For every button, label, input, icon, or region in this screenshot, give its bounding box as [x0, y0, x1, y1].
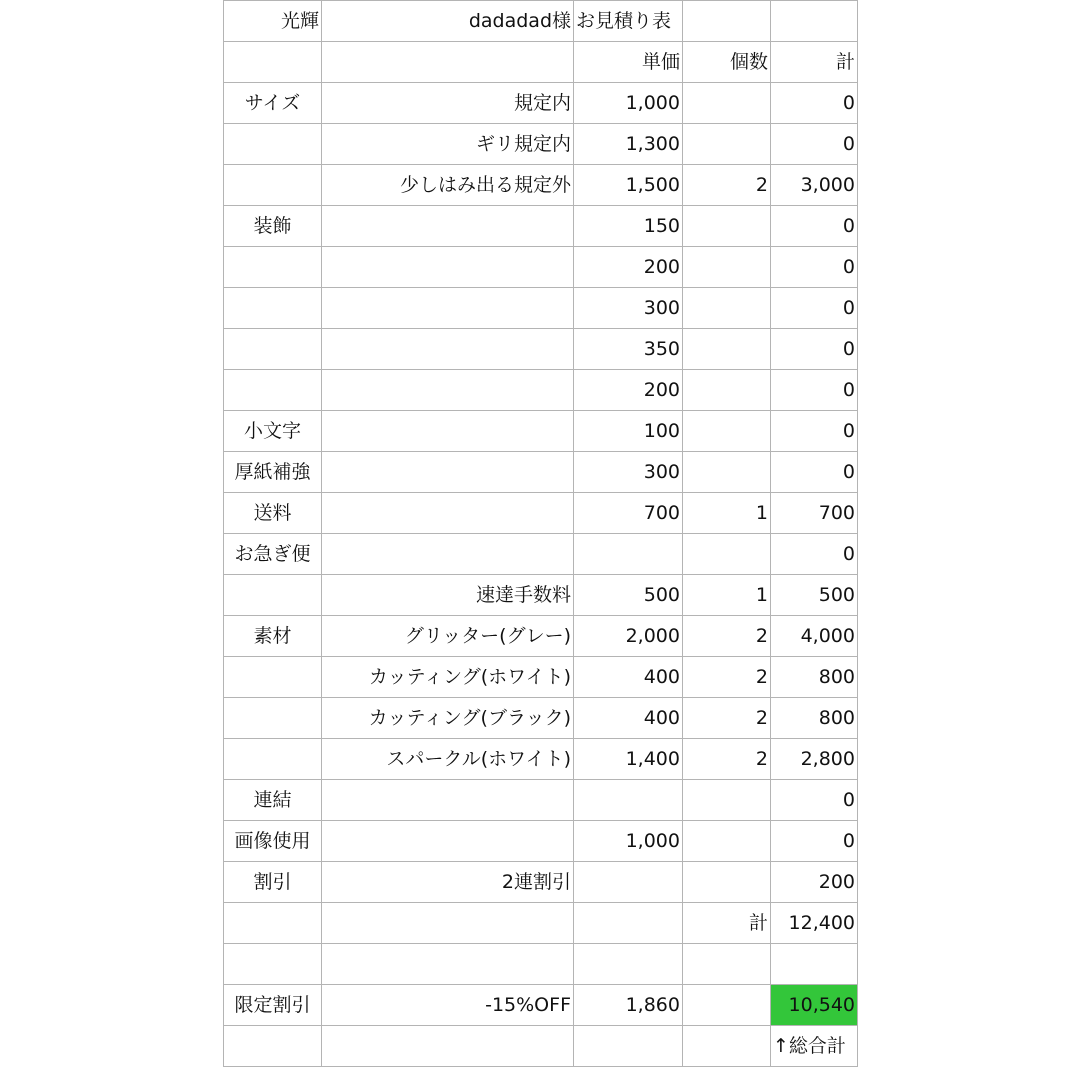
- unit-price-cell[interactable]: 単価: [574, 42, 683, 83]
- sheet-row: [224, 862, 858, 903]
- line-total-cell[interactable]: 0: [771, 288, 858, 329]
- line-total-cell[interactable]: 計: [771, 42, 858, 83]
- sheet-row: [224, 83, 858, 124]
- category-cell[interactable]: 限定割引: [224, 984, 322, 1025]
- sheet-row: [224, 370, 858, 411]
- item-name-cell[interactable]: ギリ規定内: [322, 124, 574, 165]
- quantity-cell[interactable]: 2: [683, 165, 771, 206]
- line-total-cell[interactable]: 0: [771, 821, 858, 862]
- quantity-cell[interactable]: 2: [683, 616, 771, 657]
- estimate-sheet: [223, 0, 858, 1067]
- category-cell[interactable]: 光輝: [224, 1, 322, 42]
- quantity-cell[interactable]: [683, 288, 771, 329]
- quantity-cell[interactable]: [683, 984, 771, 1025]
- unit-price-cell[interactable]: 1,860: [574, 984, 683, 1025]
- quantity-cell[interactable]: [683, 452, 771, 493]
- item-name-cell[interactable]: [322, 329, 574, 370]
- line-total-cell[interactable]: 800: [771, 698, 858, 739]
- quantity-cell[interactable]: 1: [683, 493, 771, 534]
- category-cell[interactable]: [224, 698, 322, 739]
- category-cell[interactable]: お急ぎ便: [224, 534, 322, 575]
- unit-price-cell[interactable]: 1,000: [574, 821, 683, 862]
- quantity-cell[interactable]: [683, 534, 771, 575]
- sheet-row: [224, 206, 858, 247]
- quantity-cell[interactable]: [683, 83, 771, 124]
- category-cell[interactable]: [224, 739, 322, 780]
- category-cell[interactable]: [224, 124, 322, 165]
- item-name-cell[interactable]: [322, 288, 574, 329]
- unit-price-cell[interactable]: 2,000: [574, 616, 683, 657]
- sheet-row: [224, 1, 858, 42]
- line-total-cell[interactable]: 0: [771, 206, 858, 247]
- sheet-row: [224, 1025, 858, 1066]
- category-cell[interactable]: サイズ: [224, 83, 322, 124]
- unit-price-cell[interactable]: 100: [574, 411, 683, 452]
- category-cell[interactable]: [224, 370, 322, 411]
- line-total-cell[interactable]: 0: [771, 329, 858, 370]
- quantity-cell[interactable]: [683, 370, 771, 411]
- item-name-cell[interactable]: [322, 493, 574, 534]
- quantity-cell[interactable]: [683, 124, 771, 165]
- sheet-row: [224, 821, 858, 862]
- sheet-row: [224, 616, 858, 657]
- category-cell[interactable]: [224, 1025, 322, 1066]
- line-total-cell[interactable]: 2,800: [771, 739, 858, 780]
- sheet-row: [224, 739, 858, 780]
- line-total-cell[interactable]: 4,000: [771, 616, 858, 657]
- category-cell[interactable]: [224, 944, 322, 985]
- unit-price-cell[interactable]: 150: [574, 206, 683, 247]
- sheet-row: [224, 247, 858, 288]
- item-name-cell[interactable]: -15%OFF: [322, 984, 574, 1025]
- category-cell[interactable]: [224, 657, 322, 698]
- item-name-cell[interactable]: 2連割引: [322, 862, 574, 903]
- unit-price-cell[interactable]: [574, 1025, 683, 1066]
- sheet-row: [224, 493, 858, 534]
- unit-price-cell[interactable]: 350: [574, 329, 683, 370]
- item-name-cell[interactable]: [322, 206, 574, 247]
- line-total-cell[interactable]: 0: [771, 411, 858, 452]
- category-cell[interactable]: 小文字: [224, 411, 322, 452]
- category-cell[interactable]: 画像使用: [224, 821, 322, 862]
- item-name-cell[interactable]: グリッター(グレー): [322, 616, 574, 657]
- item-name-cell[interactable]: [322, 534, 574, 575]
- category-cell[interactable]: [224, 247, 322, 288]
- quantity-cell[interactable]: 計: [683, 903, 771, 944]
- quantity-cell[interactable]: [683, 1, 771, 42]
- category-cell[interactable]: 送料: [224, 493, 322, 534]
- quantity-cell[interactable]: [683, 206, 771, 247]
- quantity-cell[interactable]: [683, 780, 771, 821]
- item-name-cell[interactable]: [322, 411, 574, 452]
- line-total-cell[interactable]: [771, 1, 858, 42]
- item-name-cell[interactable]: dadadad様: [322, 1, 574, 42]
- item-name-cell[interactable]: [322, 821, 574, 862]
- line-total-cell[interactable]: 0: [771, 83, 858, 124]
- item-name-cell[interactable]: [322, 944, 574, 985]
- sheet-row: [224, 780, 858, 821]
- sheet-row: [224, 329, 858, 370]
- item-name-cell[interactable]: 規定内: [322, 83, 574, 124]
- line-total-cell[interactable]: 0: [771, 780, 858, 821]
- line-total-cell[interactable]: ↑総合計: [771, 1025, 858, 1066]
- quantity-cell[interactable]: [683, 1025, 771, 1066]
- item-name-cell[interactable]: [322, 452, 574, 493]
- line-total-cell[interactable]: 3,000: [771, 165, 858, 206]
- unit-price-cell[interactable]: お見積り表: [574, 1, 683, 42]
- category-cell[interactable]: [224, 288, 322, 329]
- unit-price-cell[interactable]: 500: [574, 575, 683, 616]
- sheet-row: [224, 124, 858, 165]
- sheet-row: [224, 452, 858, 493]
- category-cell[interactable]: 素材: [224, 616, 322, 657]
- quantity-cell[interactable]: [683, 247, 771, 288]
- line-total-cell[interactable]: 0: [771, 534, 858, 575]
- sheet-row: [224, 534, 858, 575]
- quantity-cell[interactable]: [683, 329, 771, 370]
- category-cell[interactable]: 連結: [224, 780, 322, 821]
- line-total-cell[interactable]: 0: [771, 247, 858, 288]
- line-total-cell[interactable]: 700: [771, 493, 858, 534]
- category-cell[interactable]: [224, 165, 322, 206]
- line-total-cell[interactable]: 200: [771, 862, 858, 903]
- quantity-cell[interactable]: 2: [683, 739, 771, 780]
- unit-price-cell[interactable]: [574, 862, 683, 903]
- item-name-cell[interactable]: [322, 247, 574, 288]
- item-name-cell[interactable]: [322, 42, 574, 83]
- unit-price-cell[interactable]: 200: [574, 370, 683, 411]
- quantity-cell[interactable]: [683, 862, 771, 903]
- sheet-row: [224, 575, 858, 616]
- estimate-sheet-body: [224, 1, 858, 1067]
- line-total-cell[interactable]: 10,540: [771, 984, 858, 1025]
- sheet-row: [224, 984, 858, 1025]
- unit-price-cell[interactable]: 400: [574, 657, 683, 698]
- sheet-row: [224, 42, 858, 83]
- quantity-cell[interactable]: 1: [683, 575, 771, 616]
- line-total-cell[interactable]: 500: [771, 575, 858, 616]
- unit-price-cell[interactable]: [574, 534, 683, 575]
- unit-price-cell[interactable]: 700: [574, 493, 683, 534]
- line-total-cell[interactable]: 0: [771, 452, 858, 493]
- category-cell[interactable]: 厚紙補強: [224, 452, 322, 493]
- unit-price-cell[interactable]: [574, 780, 683, 821]
- sheet-row: [224, 411, 858, 452]
- sheet-row: [224, 698, 858, 739]
- unit-price-cell[interactable]: 1,000: [574, 83, 683, 124]
- line-total-cell[interactable]: 800: [771, 657, 858, 698]
- item-name-cell[interactable]: カッティング(ブラック): [322, 698, 574, 739]
- unit-price-cell[interactable]: [574, 944, 683, 985]
- sheet-row: [224, 903, 858, 944]
- line-total-cell[interactable]: 0: [771, 370, 858, 411]
- quantity-cell[interactable]: 2: [683, 657, 771, 698]
- category-cell[interactable]: 割引: [224, 862, 322, 903]
- line-total-cell[interactable]: [771, 944, 858, 985]
- line-total-cell[interactable]: 12,400: [771, 903, 858, 944]
- line-total-cell[interactable]: 0: [771, 124, 858, 165]
- item-name-cell[interactable]: カッティング(ホワイト): [322, 657, 574, 698]
- sheet-row: [224, 944, 858, 985]
- item-name-cell[interactable]: [322, 780, 574, 821]
- category-cell[interactable]: [224, 903, 322, 944]
- sheet-row: [224, 288, 858, 329]
- item-name-cell[interactable]: [322, 370, 574, 411]
- unit-price-cell[interactable]: 1,500: [574, 165, 683, 206]
- unit-price-cell[interactable]: 400: [574, 698, 683, 739]
- item-name-cell[interactable]: スパークル(ホワイト): [322, 739, 574, 780]
- quantity-cell[interactable]: [683, 944, 771, 985]
- sheet-row: [224, 165, 858, 206]
- unit-price-cell[interactable]: 300: [574, 452, 683, 493]
- category-cell[interactable]: [224, 42, 322, 83]
- unit-price-cell[interactable]: 1,400: [574, 739, 683, 780]
- item-name-cell[interactable]: [322, 903, 574, 944]
- sheet-row: [224, 657, 858, 698]
- quantity-cell[interactable]: [683, 821, 771, 862]
- category-cell[interactable]: [224, 575, 322, 616]
- category-cell[interactable]: [224, 329, 322, 370]
- unit-price-cell[interactable]: 200: [574, 247, 683, 288]
- unit-price-cell[interactable]: 300: [574, 288, 683, 329]
- item-name-cell[interactable]: [322, 1025, 574, 1066]
- item-name-cell[interactable]: 速達手数料: [322, 575, 574, 616]
- quantity-cell[interactable]: 2: [683, 698, 771, 739]
- quantity-cell[interactable]: [683, 411, 771, 452]
- category-cell[interactable]: 装飾: [224, 206, 322, 247]
- unit-price-cell[interactable]: 1,300: [574, 124, 683, 165]
- item-name-cell[interactable]: 少しはみ出る規定外: [322, 165, 574, 206]
- quantity-cell[interactable]: 個数: [683, 42, 771, 83]
- unit-price-cell[interactable]: [574, 903, 683, 944]
